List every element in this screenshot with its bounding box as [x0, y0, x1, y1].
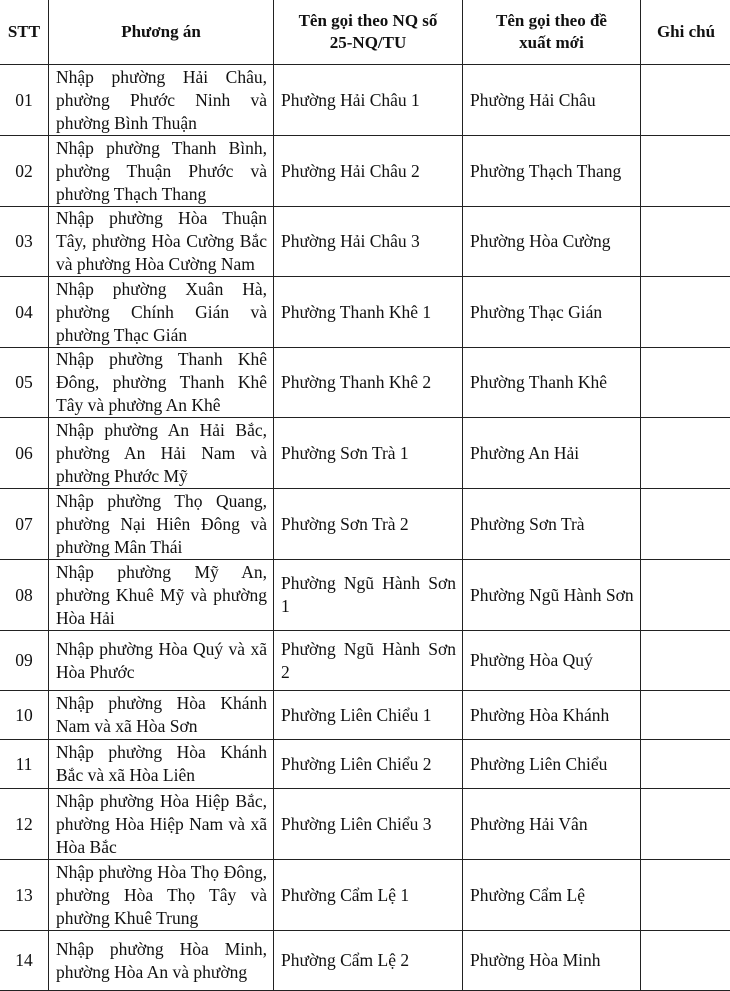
cell-ten-moi: Phường Ngũ Hành Sơn — [463, 560, 641, 631]
cell-ten-nq: Phường Liên Chiểu 1 — [274, 691, 463, 740]
cell-ghi-chu — [641, 631, 730, 691]
table-row — [0, 860, 730, 931]
header-ghi-chu: Ghi chú — [641, 0, 730, 65]
table-row — [0, 65, 730, 136]
cell-ghi-chu — [641, 348, 730, 418]
cell-stt: 05 — [0, 348, 49, 418]
table-row — [0, 931, 730, 991]
cell-phuong-an: Nhập phường Hòa Hiệp Bắc, phường Hòa Hiệp Nam và xã Hòa Bắc — [49, 789, 274, 860]
cell-ghi-chu — [641, 691, 730, 740]
table-row — [0, 418, 730, 489]
cell-ten-moi: Phường Hòa Khánh — [463, 691, 641, 740]
header-ten-moi: Tên gọi theo đề xuất mới — [463, 0, 641, 65]
header-row — [0, 0, 730, 65]
cell-ten-moi: Phường Hòa Cường — [463, 207, 641, 277]
cell-ghi-chu — [641, 418, 730, 489]
cell-ten-nq: Phường Hải Châu 2 — [274, 136, 463, 207]
cell-ghi-chu — [641, 560, 730, 631]
cell-phuong-an: Nhập phường Xuân Hà, phường Chính Gián và phường Thạc Gián — [49, 277, 274, 348]
cell-ghi-chu — [641, 65, 730, 136]
cell-ten-nq: Phường Liên Chiểu 3 — [274, 789, 463, 860]
cell-ten-moi: Phường An Hải — [463, 418, 641, 489]
cell-stt: 12 — [0, 789, 49, 860]
cell-ten-moi: Phường Thạch Thang — [463, 136, 641, 207]
cell-phuong-an: Nhập phường Thanh Bình, phường Thuận Phước và phường Thạch Thang — [49, 136, 274, 207]
cell-stt: 02 — [0, 136, 49, 207]
cell-ghi-chu — [641, 931, 730, 991]
cell-stt: 14 — [0, 931, 49, 991]
cell-phuong-an: Nhập phường Hòa Thọ Đông, phường Hòa Thọ Tây và phường Khuê Trung — [49, 860, 274, 931]
table-row — [0, 277, 730, 348]
cell-ten-nq: Phường Ngũ Hành Sơn 2 — [274, 631, 463, 691]
cell-ten-nq: Phường Sơn Trà 2 — [274, 489, 463, 560]
cell-ten-nq: Phường Cẩm Lệ 1 — [274, 860, 463, 931]
table-row — [0, 789, 730, 860]
cell-ten-moi: Phường Hải Châu — [463, 65, 641, 136]
table-row — [0, 207, 730, 277]
cell-phuong-an: Nhập phường Hòa Thuận Tây, phường Hòa Cường Bắc và phường Hòa Cường Nam — [49, 207, 274, 277]
cell-stt: 03 — [0, 207, 49, 277]
cell-ten-moi: Phường Thạc Gián — [463, 277, 641, 348]
table-row — [0, 740, 730, 789]
cell-ghi-chu — [641, 740, 730, 789]
cell-phuong-an: Nhập phường Hòa Minh, phường Hòa An và phường — [49, 931, 274, 991]
cell-phuong-an: Nhập phường Hòa Quý và xã Hòa Phước — [49, 631, 274, 691]
cell-ghi-chu — [641, 789, 730, 860]
cell-phuong-an: Nhập phường Hải Châu, phường Phước Ninh và phường Bình Thuận — [49, 65, 274, 136]
cell-ten-nq: Phường Cẩm Lệ 2 — [274, 931, 463, 991]
cell-ten-nq: Phường Thanh Khê 1 — [274, 277, 463, 348]
cell-ten-nq: Phường Ngũ Hành Sơn 1 — [274, 560, 463, 631]
cell-ten-nq: Phường Hải Châu 1 — [274, 65, 463, 136]
cell-phuong-an: Nhập phường An Hải Bắc, phường An Hải Nam và phường Phước Mỹ — [49, 418, 274, 489]
cell-ten-moi: Phường Hòa Minh — [463, 931, 641, 991]
cell-ten-nq: Phường Liên Chiểu 2 — [274, 740, 463, 789]
table-row — [0, 489, 730, 560]
cell-stt: 07 — [0, 489, 49, 560]
cell-ghi-chu — [641, 277, 730, 348]
table-row — [0, 691, 730, 740]
cell-stt: 01 — [0, 65, 49, 136]
cell-phuong-an: Nhập phường Mỹ An, phường Khuê Mỹ và phường Hòa Hải — [49, 560, 274, 631]
table-row — [0, 560, 730, 631]
table-row — [0, 136, 730, 207]
header-stt: STT — [0, 0, 49, 65]
cell-phuong-an: Nhập phường Hòa Khánh Nam và xã Hòa Sơn — [49, 691, 274, 740]
cell-ten-moi: Phường Thanh Khê — [463, 348, 641, 418]
cell-stt: 04 — [0, 277, 49, 348]
cell-ten-moi: Phường Sơn Trà — [463, 489, 641, 560]
cell-stt: 10 — [0, 691, 49, 740]
cell-ghi-chu — [641, 136, 730, 207]
cell-phuong-an: Nhập phường Thanh Khê Đông, phường Thanh Khê Tây và phường An Khê — [49, 348, 274, 418]
cell-ten-nq: Phường Hải Châu 3 — [274, 207, 463, 277]
cell-stt: 06 — [0, 418, 49, 489]
header-ten-nq: Tên gọi theo NQ số 25-NQ/TU — [274, 0, 463, 65]
cell-phuong-an: Nhập phường Thọ Quang, phường Nại Hiên Đông và phường Mân Thái — [49, 489, 274, 560]
table-body — [0, 65, 730, 991]
cell-stt: 13 — [0, 860, 49, 931]
cell-ghi-chu — [641, 489, 730, 560]
cell-ten-moi: Phường Hải Vân — [463, 789, 641, 860]
cell-stt: 08 — [0, 560, 49, 631]
cell-ten-moi: Phường Liên Chiểu — [463, 740, 641, 789]
table-row — [0, 631, 730, 691]
cell-ten-nq: Phường Thanh Khê 2 — [274, 348, 463, 418]
header-phuong-an: Phương án — [49, 0, 274, 65]
cell-ten-nq: Phường Sơn Trà 1 — [274, 418, 463, 489]
table-row — [0, 348, 730, 418]
cell-ten-moi: Phường Hòa Quý — [463, 631, 641, 691]
cell-ghi-chu — [641, 860, 730, 931]
cell-stt: 11 — [0, 740, 49, 789]
cell-ghi-chu — [641, 207, 730, 277]
cell-ten-moi: Phường Cẩm Lệ — [463, 860, 641, 931]
cell-stt: 09 — [0, 631, 49, 691]
cell-phuong-an: Nhập phường Hòa Khánh Bắc và xã Hòa Liên — [49, 740, 274, 789]
